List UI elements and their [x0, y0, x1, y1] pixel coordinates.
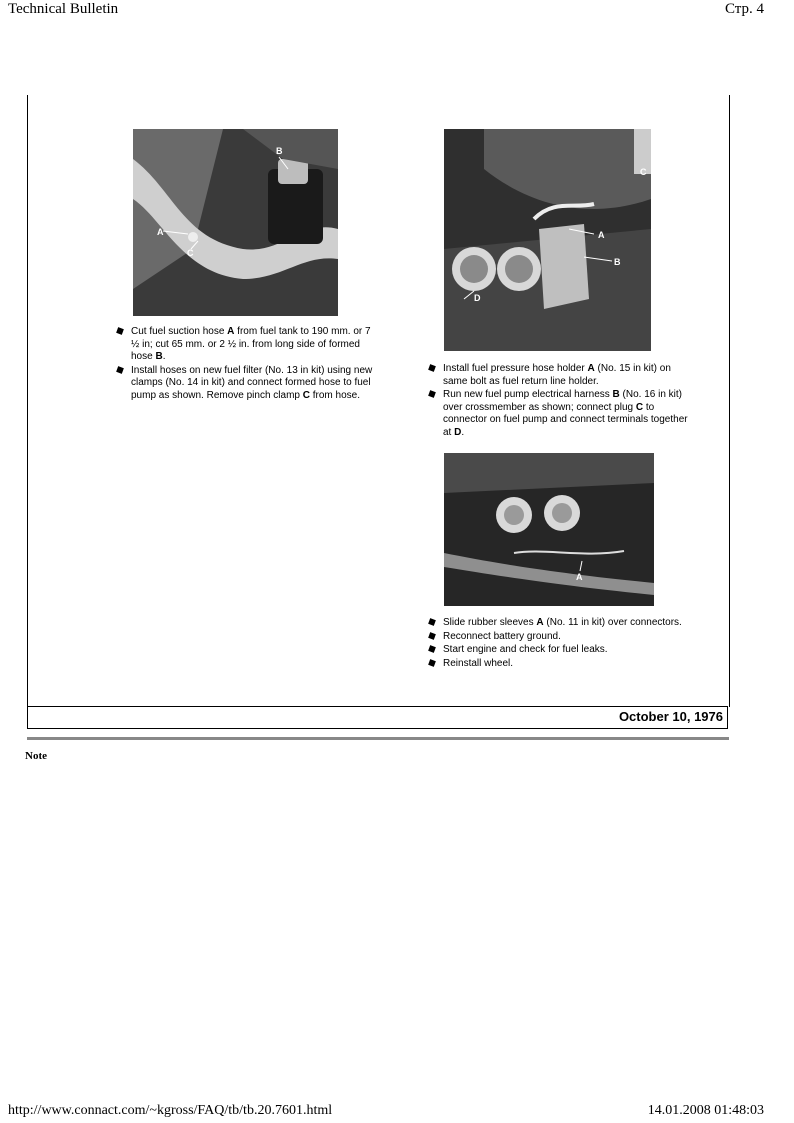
list-item: Reinstall wheel. — [427, 658, 694, 671]
footer-timestamp: 14.01.2008 01:48:03 — [647, 1103, 764, 1118]
fig1-label-a: A — [157, 227, 164, 237]
fig2-label-c: C — [640, 167, 647, 177]
rubber-sleeves-photo — [444, 453, 654, 606]
steps-right-top — [427, 363, 694, 441]
list-item: Reconnect battery ground. — [427, 631, 694, 644]
list-item: Slide rubber sleeves A (No. 11 in kit) over connectors. — [427, 617, 694, 630]
bullet-icon — [428, 390, 436, 398]
divider — [27, 737, 729, 740]
list-item: Install hoses on new fuel filter (No. 13 in kit) using new clamps (No. 14 in kit) and connect formed hose to fuel pump as shown. Remove pinch clamp C from hose. — [115, 365, 380, 403]
fig1-label-c: C — [187, 248, 194, 258]
list-item: Run new fuel pump electrical harness B (No. 16 in kit) over crossmember as shown; connect plug C to connector on fuel pump and connect terminals together at D. — [427, 389, 694, 439]
fig1-label-b: B — [276, 146, 283, 156]
list-item: Install fuel pressure hose holder A (No. 15 in kit) on same bolt as fuel return line holder. — [427, 363, 694, 388]
fig2-label-a: A — [598, 230, 605, 240]
bullet-icon — [428, 659, 436, 667]
steps-left — [115, 326, 380, 404]
list-item: Cut fuel suction hose A from fuel tank to 190 mm. or 7 ½ in; cut 65 mm. or 2 ½ in. from long side of formed hose B. — [115, 326, 380, 364]
bullet-icon — [116, 327, 124, 335]
bullet-icon — [116, 366, 124, 374]
footer-url[interactable]: http://www.connact.com/~kgross/FAQ/tb/tb.20.7601.html — [8, 1103, 333, 1118]
bullet-icon — [428, 632, 436, 640]
bulletin-date: October 10, 1976 — [618, 709, 723, 724]
note-heading: Note — [25, 750, 47, 762]
fig3-label-a: A — [576, 572, 583, 582]
header-title: Technical Bulletin — [8, 1, 119, 17]
bullet-icon — [428, 364, 436, 372]
date-bar — [27, 706, 728, 729]
fuel-hose-photo — [133, 129, 338, 316]
fig2-label-d: D — [474, 293, 481, 303]
fig2-label-b: B — [614, 257, 621, 267]
list-item: Start engine and check for fuel leaks. — [427, 644, 694, 657]
steps-right-bottom — [427, 617, 694, 671]
bullet-icon — [428, 618, 436, 626]
bullet-icon — [428, 645, 436, 653]
fuel-pump-harness-photo — [444, 129, 651, 351]
page-number: Стр. 4 — [724, 1, 764, 17]
